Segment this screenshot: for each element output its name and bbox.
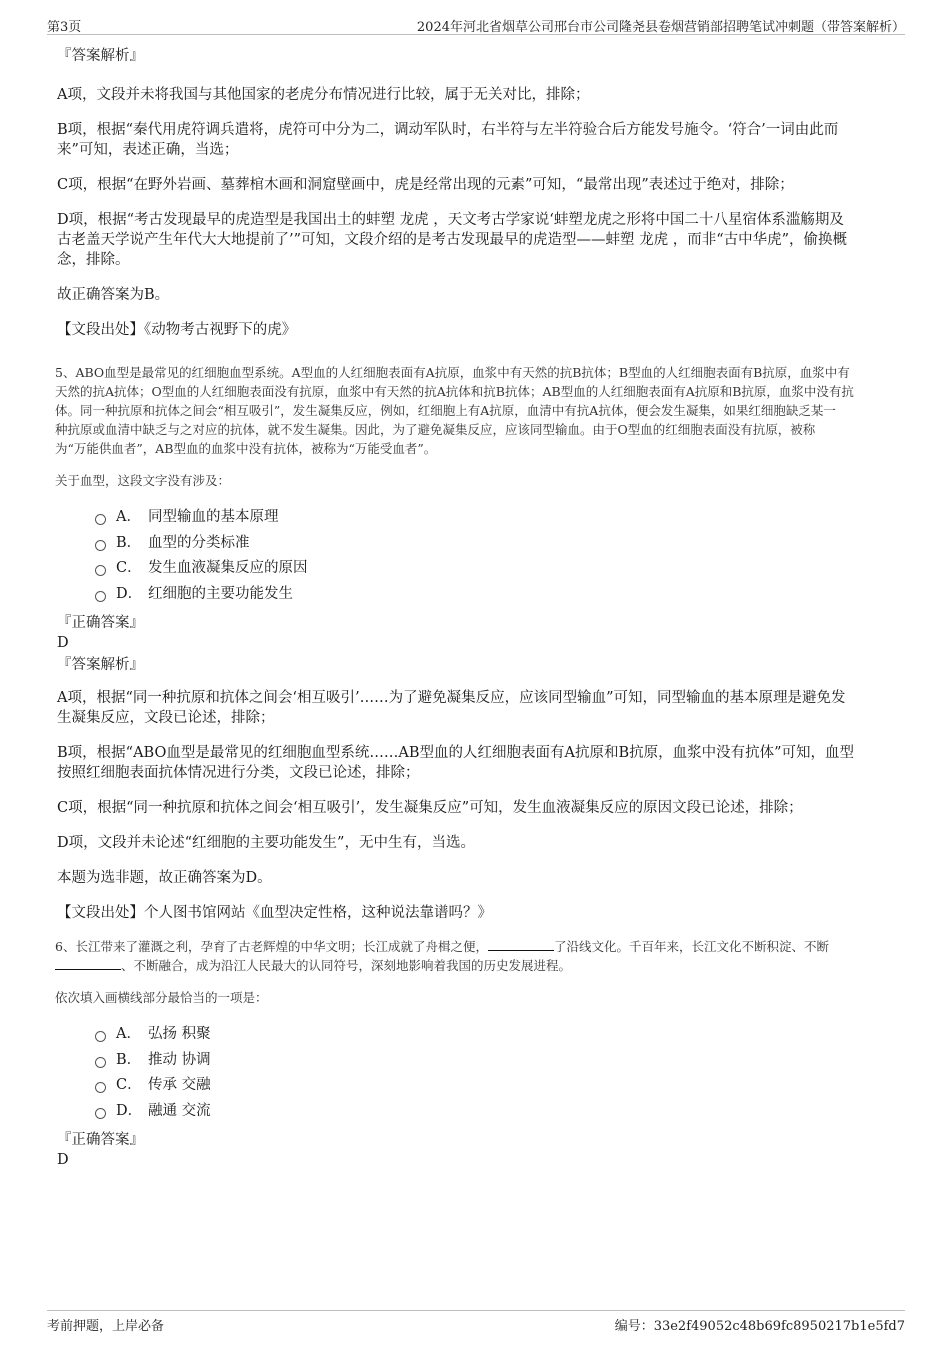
q6-options xyxy=(95,1022,905,1124)
page-header xyxy=(47,15,905,35)
analysis-d-line2: 古老盖天学说产生年代大大地提前了’”可知，文段介绍的是考古发现最早的虎造型——蚌塑 龙虎 ，而非“古中华虎”，偷换概 xyxy=(57,232,848,248)
q5-text-line1: 5、ABO血型是最常见的红细胞血型系统。A型血的人红细胞表面有A抗原，血浆中有天然的抗B抗体；B型血的人红细胞表面有B抗原，血浆中有 xyxy=(55,365,850,380)
radio-icon[interactable] xyxy=(95,591,106,602)
q6-option-d[interactable]: D． 融通 交流 xyxy=(95,1099,905,1125)
analysis-c: C项，根据“在野外岩画、墓葬棺木画和洞窟壁画中，虎是经常出现的元素”可知，“最常出现”表述过于绝对，排除； xyxy=(57,177,794,193)
q6-option-a[interactable]: A． 弘扬 积聚 xyxy=(95,1022,905,1048)
q5-analysis-c: C项，根据“同一种抗原和抗体之间会‘相互吸引’，发生凝集反应”可知，发生血液凝集反应的原因文段已论述，排除； xyxy=(57,800,803,816)
analysis-d-line3: 念，排除。 xyxy=(57,252,130,268)
q5-text-line4: 种抗原或血清中缺乏与之对应的抗体，就不发生凝集。因此，为了避免凝集反应，应该同型输血。由于O型血的红细胞表面没有抗原，被称 xyxy=(55,422,816,437)
radio-icon[interactable] xyxy=(95,1057,106,1068)
q5-source: 【文段出处】个人图书馆网站《血型决定性格，这种说法靠谱吗？》 xyxy=(57,905,492,921)
q5-answer: D xyxy=(57,635,69,651)
q6-option-c[interactable]: C． 传承 交融 xyxy=(95,1073,905,1099)
radio-icon[interactable] xyxy=(95,1031,106,1042)
q5-text-line5: 为“万能供血者”，AB型血的血浆中没有抗体，被称为“万能受血者”。 xyxy=(55,441,437,456)
analysis-a: A项，文段并未将我国与其他国家的老虎分布情况进行比较，属于无关对比，排除； xyxy=(57,87,590,103)
q6-text-line2: 、不断融合，成为沿江人民最大的认同符号，深刻地影响着我国的历史发展进程。 xyxy=(55,956,900,975)
radio-icon[interactable] xyxy=(95,540,106,551)
radio-icon[interactable] xyxy=(95,514,106,525)
analysis-b-line2: 来”可知，表述正确，当选； xyxy=(57,142,239,158)
source: 【文段出处】《动物考古视野下的虎》 xyxy=(57,322,297,338)
q5-analysis-d: D项，文段并未论述“红细胞的主要功能发生”，无中生有，当选。 xyxy=(57,835,475,851)
fill-blank-1 xyxy=(488,939,554,951)
page-number: 第3页 xyxy=(47,20,82,35)
analysis-d-line1: D项，根据“考古发现最早的虎造型是我国出土的蚌塑 龙虎 ，天文考古学家说‘蚌塑龙虎之形将中国二十八星宿体系滥觞期及 xyxy=(57,212,844,228)
q6-option-b[interactable]: B． 推动 协调 xyxy=(95,1048,905,1074)
q5-option-c[interactable]: C． 发生血液凝集反应的原因 xyxy=(95,556,905,582)
q5-text-line3: 体。同一种抗原和抗体之间会“相互吸引”，发生凝集反应，例如，红细胞上有A抗原，血清中有抗A抗体，便会发生凝集，如果红细胞缺乏某一 xyxy=(55,403,836,418)
q5-conclusion: 本题为选非题，故正确答案为D。 xyxy=(57,870,272,886)
radio-icon[interactable] xyxy=(95,1082,106,1093)
footer-code: 编号：33e2f49052c48b69fc8950217b1e5fd7 xyxy=(614,1319,905,1334)
q5-option-b[interactable]: B． 血型的分类标准 xyxy=(95,531,905,557)
q6-answer-label: 『正确答案』 xyxy=(57,1132,144,1148)
fill-blank-2 xyxy=(55,958,121,970)
q5-analysis-b-line1: B项，根据“ABO血型是最常见的红细胞血型系统……AB型血的人红细胞表面有A抗原和B抗原，血浆中没有抗体”可知，血型 xyxy=(57,745,855,761)
q6-question: 依次填入画横线部分最恰当的一项是： xyxy=(55,990,268,1005)
footer-slogan: 考前押题，上岸必备 xyxy=(47,1319,165,1334)
radio-icon[interactable] xyxy=(95,1108,106,1119)
q5-option-d[interactable]: D． 红细胞的主要功能发生 xyxy=(95,582,905,608)
q5-analysis-a-line1: A项，根据“同一种抗原和抗体之间会‘相互吸引’……为了避免凝集反应，应该同型输血”可知，同型输血的基本原理是避免发 xyxy=(57,690,846,706)
document-body xyxy=(47,40,905,1170)
q5-text-line2: 天然的抗A抗体；O型血的人红细胞表面没有抗原，血浆中有天然的抗A抗体和抗B抗体；AB型血的人红细胞表面有A抗原和B抗原，血浆中没有抗 xyxy=(55,384,854,399)
analysis-label: 『答案解析』 xyxy=(57,48,144,64)
q6-text-line1: 6、长江带来了灌溉之利，孕育了古老辉煌的中华文明；长江成就了舟楫之便， 了沿线文化。千百年来，长江文化不断积淀、不断 xyxy=(55,939,829,954)
q5-option-a[interactable]: A． 同型输血的基本原理 xyxy=(95,505,905,531)
q5-analysis-label: 『答案解析』 xyxy=(57,657,144,673)
page-footer xyxy=(47,1310,905,1332)
q5-question: 关于血型，这段文字没有涉及： xyxy=(55,473,231,488)
q5-answer-label: 『正确答案』 xyxy=(57,615,144,631)
conclusion: 故正确答案为B。 xyxy=(57,287,170,303)
q5-analysis-b-line2: 按照红细胞表面抗体情况进行分类，文段已论述，排除； xyxy=(57,765,420,781)
q5-options xyxy=(95,505,905,607)
q5-analysis-a-line2: 生凝集反应，文段已论述，排除； xyxy=(57,710,275,726)
q6-answer: D xyxy=(57,1152,69,1168)
analysis-b-line1: B项，根据“秦代用虎符调兵遣将，虎符可中分为二，调动军队时，右半符与左半符验合后方能发号施令。‘符合’一词由此而 xyxy=(57,122,839,138)
document-title: 2024年河北省烟草公司邢台市公司隆尧县卷烟营销部招聘笔试冲刺题（带答案解析） xyxy=(416,20,905,35)
radio-icon[interactable] xyxy=(95,565,106,576)
